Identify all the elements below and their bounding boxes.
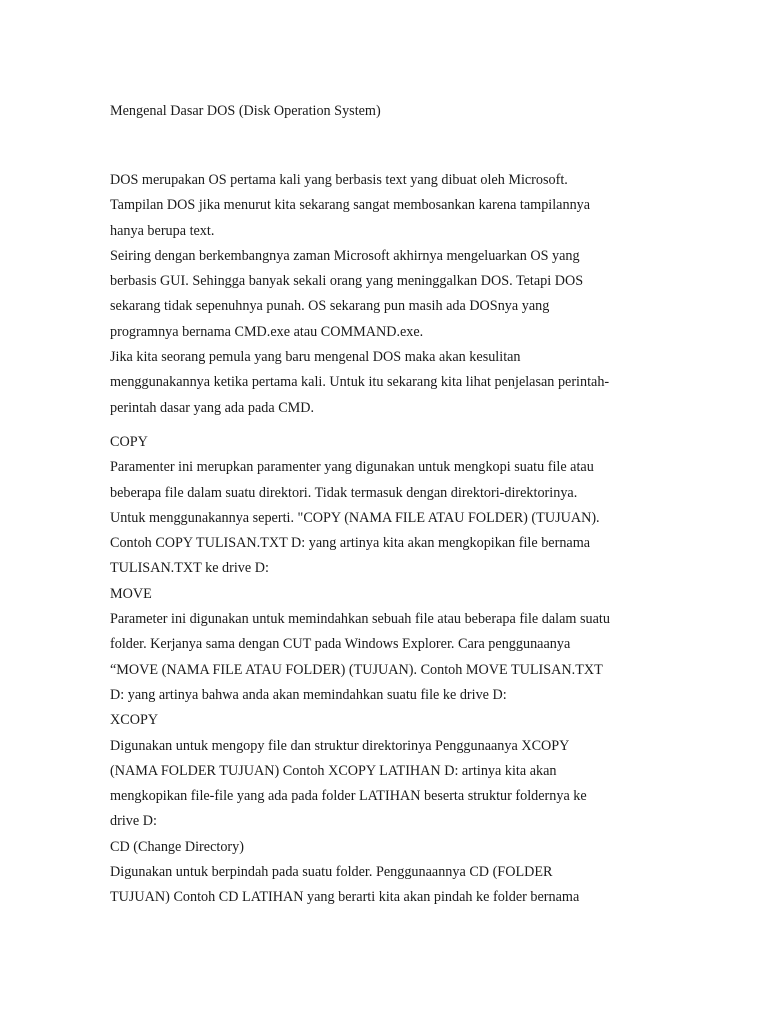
intro-line: sekarang tidak sepenuhnya punah. OS sekarang pun masih ada DOSnya yang — [110, 298, 550, 315]
section-line: TULISAN.TXT ke drive D: — [110, 560, 269, 577]
intro-line: berbasis GUI. Sehingga banyak sekali orang yang meninggalkan DOS. Tetapi DOS — [110, 273, 584, 290]
section-line: Paramenter ini merupkan paramenter yang digunakan untuk mengkopi suatu file atau — [110, 459, 594, 476]
section-heading-cd: CD (Change Directory) — [110, 838, 244, 855]
section-line: folder. Kerjanya sama dengan CUT pada Windows Explorer. Cara penggunaanya — [110, 636, 571, 653]
section-line: TUJUAN) Contoh CD LATIHAN yang berarti kita akan pindah ke folder bernama — [110, 889, 580, 906]
intro-line: Tampilan DOS jika menurut kita sekarang sangat membosankan karena tampilannya — [110, 197, 591, 214]
section-cd — [110, 835, 670, 911]
document-body — [110, 168, 670, 911]
intro-line: hanya berupa text. — [110, 222, 215, 239]
intro-line: DOS merupakan OS pertama kali yang berbasis text yang dibuat oleh Microsoft. — [110, 172, 568, 188]
section-heading-copy: COPY — [110, 433, 148, 450]
section-line: Parameter ini digunakan untuk memindahkan sebuah file atau beberapa file dalam suatu — [110, 611, 610, 628]
paragraph-spacer — [110, 421, 670, 430]
section-heading-xcopy: XCOPY — [110, 712, 159, 729]
section-move — [110, 582, 670, 708]
section-line: Digunakan untuk berpindah pada suatu folder. Penggunaannya CD (FOLDER — [110, 864, 553, 881]
intro-line: perintah dasar yang ada pada CMD. — [110, 399, 315, 416]
intro-line: Seiring dengan berkembangnya zaman Microsoft akhirnya mengeluarkan OS yang — [110, 247, 580, 264]
section-heading-move: MOVE — [110, 585, 152, 602]
section-xcopy — [110, 708, 670, 834]
intro-line: programnya bernama CMD.exe atau COMMAND.exe. — [110, 323, 424, 340]
section-line: (NAMA FOLDER TUJUAN) Contoh XCOPY LATIHAN D: artinya kita akan — [110, 762, 557, 779]
section-copy — [110, 430, 670, 582]
section-line: mengkopikan file-file yang ada pada folder LATIHAN beserta struktur foldernya ke — [110, 788, 587, 805]
intro-line: menggunakannya ketika pertama kali. Untuk itu sekarang kita lihat penjelasan perintah- — [110, 374, 610, 391]
section-line: beberapa file dalam suatu direktori. Tidak termasuk dengan direktori-direktorinya. — [110, 484, 578, 501]
intro-paragraph — [110, 168, 670, 421]
section-line: Digunakan untuk mengopy file dan struktur direktorinya Penggunaanya XCOPY — [110, 737, 570, 754]
section-line: Contoh COPY TULISAN.TXT D: yang artinya kita akan mengkopikan file bernama — [110, 535, 591, 552]
intro-line: Jika kita seorang pemula yang baru mengenal DOS maka akan kesulitan — [110, 349, 521, 366]
section-line: Untuk menggunakannya seperti. "COPY (NAMA FILE ATAU FOLDER) (TUJUAN). — [110, 509, 600, 526]
document-title: Mengenal Dasar DOS (Disk Operation System) — [110, 103, 381, 119]
section-line: “MOVE (NAMA FILE ATAU FOLDER) (TUJUAN). Contoh MOVE TULISAN.TXT — [110, 661, 603, 678]
section-line: drive D: — [110, 813, 157, 830]
section-line: D: yang artinya bahwa anda akan memindahkan suatu file ke drive D: — [110, 686, 507, 703]
